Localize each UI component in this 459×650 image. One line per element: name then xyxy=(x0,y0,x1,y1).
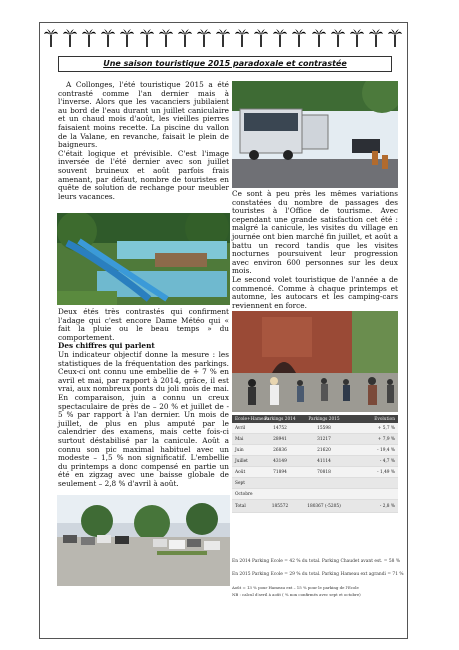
parking-stats-table xyxy=(232,415,398,513)
note-2015: En 2015 Parking Ecole = 29 % du total. Parking Hameau ext agrandi = 71 % xyxy=(232,572,404,577)
pool-photo-image xyxy=(57,213,230,305)
table-row xyxy=(232,467,398,478)
cell-evolution: + 5,7 % xyxy=(377,425,395,431)
palm-icon xyxy=(216,29,230,47)
cell-2014: 71894 xyxy=(273,469,287,475)
buses-street-photo xyxy=(232,81,398,188)
page xyxy=(39,22,408,639)
table-row xyxy=(232,489,398,500)
note-2014: En 2014 Parking Ecole = 42 % du total. Parking Chaudet avant est. = 58 % xyxy=(232,559,401,564)
palm-icon xyxy=(388,29,402,47)
palm-icon xyxy=(140,29,154,47)
right-column-text xyxy=(232,190,398,310)
palm-icon xyxy=(350,29,364,47)
palm-tree-border xyxy=(44,29,402,47)
table-row xyxy=(232,456,398,467)
cell-evolution: + 7,9 % xyxy=(377,436,395,442)
cell-evolution: - 19,4 % xyxy=(377,447,395,453)
header-col-1: Ecole+Hameau xyxy=(235,416,269,422)
table-row xyxy=(232,423,398,434)
paragraph-autumn: Le second volet touristique de l'année a de commencé. Comme à chaque printemps et automne, les autocars et les camping-cars reviennent en force. xyxy=(232,274,398,310)
palm-icon xyxy=(331,29,345,47)
page-title-text: Une saison touristique 2015 paradoxale et contrastée xyxy=(103,59,347,68)
cell-month: Juin xyxy=(235,447,244,453)
cell-month: Mai xyxy=(235,436,244,442)
palm-icon xyxy=(63,29,77,47)
palm-icon xyxy=(101,29,115,47)
buses-photo-image xyxy=(232,81,398,188)
paragraph-logic: C'était logique et prévisible. C'est l'image inversée de l'été dernier avec son juillet souvent bruineux et août parfois frais amenant, par défaut, nombre de touristes en quête de solution de rechange pour meubler leurs vacances. xyxy=(58,148,229,201)
cell-evolution: - 2,8 % xyxy=(379,503,395,509)
header-col-2: Parkings 2014 xyxy=(264,416,296,422)
palm-icon xyxy=(82,29,96,47)
header-col-3: Parkings 2015 xyxy=(308,416,340,422)
crowd-photo-image xyxy=(232,311,398,412)
note-nb: NB : calcul d'avril à août ( % non confirmés avec sept et octobre) xyxy=(232,592,361,597)
cell-month: Avril xyxy=(235,425,246,431)
palm-icon xyxy=(235,29,249,47)
palm-icon xyxy=(312,29,326,47)
paragraph-contrast: Deux étés très contrastés qui confirment l'adage qui c'est encore Dame Météo qui « fait la pluie ou le beau temps » du comportement. xyxy=(58,307,229,342)
table-row xyxy=(232,478,398,489)
paragraph-figures: Un indicateur objectif donne la mesure : les statistiques de la fréquentation des parkings. Ceux-ci ont connu une embellie de + 7 % en avril et mai, par rapport à 2014, grâce, il est vrai, aux nombreux ponts du joli mois de mai. En comparaison, juin a connu un creux spectaculaire de près de – 20 % et juillet de - 5 % par rapport à l'an dernier. Un mois de juillet, de plus en plus amputé par le calendrier des examens, mais cette fois-ci surtout déstabilisé par la canicule. Août a connu son pic maximal habituel avec un modeste – 1,5 % non significatif. L'embellie du printemps a donc compensé en partie un été en zigzag avec une baisse globale de seulement – 2,8 % d'avril à août. xyxy=(58,349,229,488)
table-row-total xyxy=(232,500,398,513)
cell-2014: 185572 xyxy=(271,503,289,509)
cell-2015: 70818 xyxy=(317,469,331,475)
palm-icon xyxy=(273,29,287,47)
page-title xyxy=(58,56,392,72)
note-august: Août = 13 % pour Hameau ext – 15 % pour le parking de l'Ecole xyxy=(232,585,359,590)
paragraph-intro: A Collonges, l'été touristique 2015 a été contrasté comme l'an dernier mais à l'inverse. Alors que les vacanciers jubilaient au bord de l'eau durant un juillet caniculaire et un chaud mois d'août, les vieilles pierres faisaient moins recette. La piscine du vallon de la Valane, en revanche, faisait le plein de baigneurs. xyxy=(58,80,229,150)
palm-icon xyxy=(120,29,134,47)
cell-month: Octobre xyxy=(235,491,253,497)
palm-icon xyxy=(159,29,173,47)
left-column-top xyxy=(58,81,229,201)
cell-month: Août xyxy=(235,469,246,475)
cell-evolution: - 1,49 % xyxy=(377,469,395,475)
palm-icon xyxy=(178,29,192,47)
table-row xyxy=(232,445,398,456)
palm-icon xyxy=(254,29,268,47)
pool-waterslide-photo xyxy=(57,213,230,305)
cell-2015: 15598 xyxy=(317,425,331,431)
table-row xyxy=(232,434,398,445)
cell-month: Sept xyxy=(235,480,245,486)
palm-icon xyxy=(292,29,306,47)
cell-2015: 21620 xyxy=(317,447,331,453)
cell-month: Juillet xyxy=(235,458,248,464)
cell-2014: 43149 xyxy=(273,458,287,464)
header-col-4: Evolution xyxy=(374,416,395,422)
parking-photo-image xyxy=(57,495,230,586)
cell-2015: 180367 (-5205) xyxy=(307,503,341,509)
cell-2015: 31217 xyxy=(317,436,331,442)
parking-lot-photo xyxy=(57,495,230,586)
table-header xyxy=(232,415,398,423)
left-column-bottom xyxy=(58,308,229,488)
palm-icon xyxy=(197,29,211,47)
cell-evolution: - 4,7 % xyxy=(379,458,395,464)
cell-2014: 26836 xyxy=(273,447,287,453)
section-heading: Des chiffres qui parlent xyxy=(58,341,155,351)
cell-2014: 14752 xyxy=(273,425,287,431)
village-crowd-photo xyxy=(232,311,398,412)
paragraph-office: Ce sont à peu près les mêmes variations constatées du nombre de passages des touristes à l'Office de tourisme. Avec cependant une grande satisfaction cet été : malgré la canicule, les visites du village en journée ont bien marché fin juillet, et août a battu un record tandis que les visites nocturnes poursuivent leur progression avec environ 600 personnes sur les deux mois. xyxy=(232,189,398,276)
cell-2014: 28941 xyxy=(273,436,287,442)
cell-month: Total xyxy=(235,503,246,509)
palm-icon xyxy=(369,29,383,47)
cell-2015: 41114 xyxy=(317,458,331,464)
palm-icon xyxy=(44,29,58,47)
